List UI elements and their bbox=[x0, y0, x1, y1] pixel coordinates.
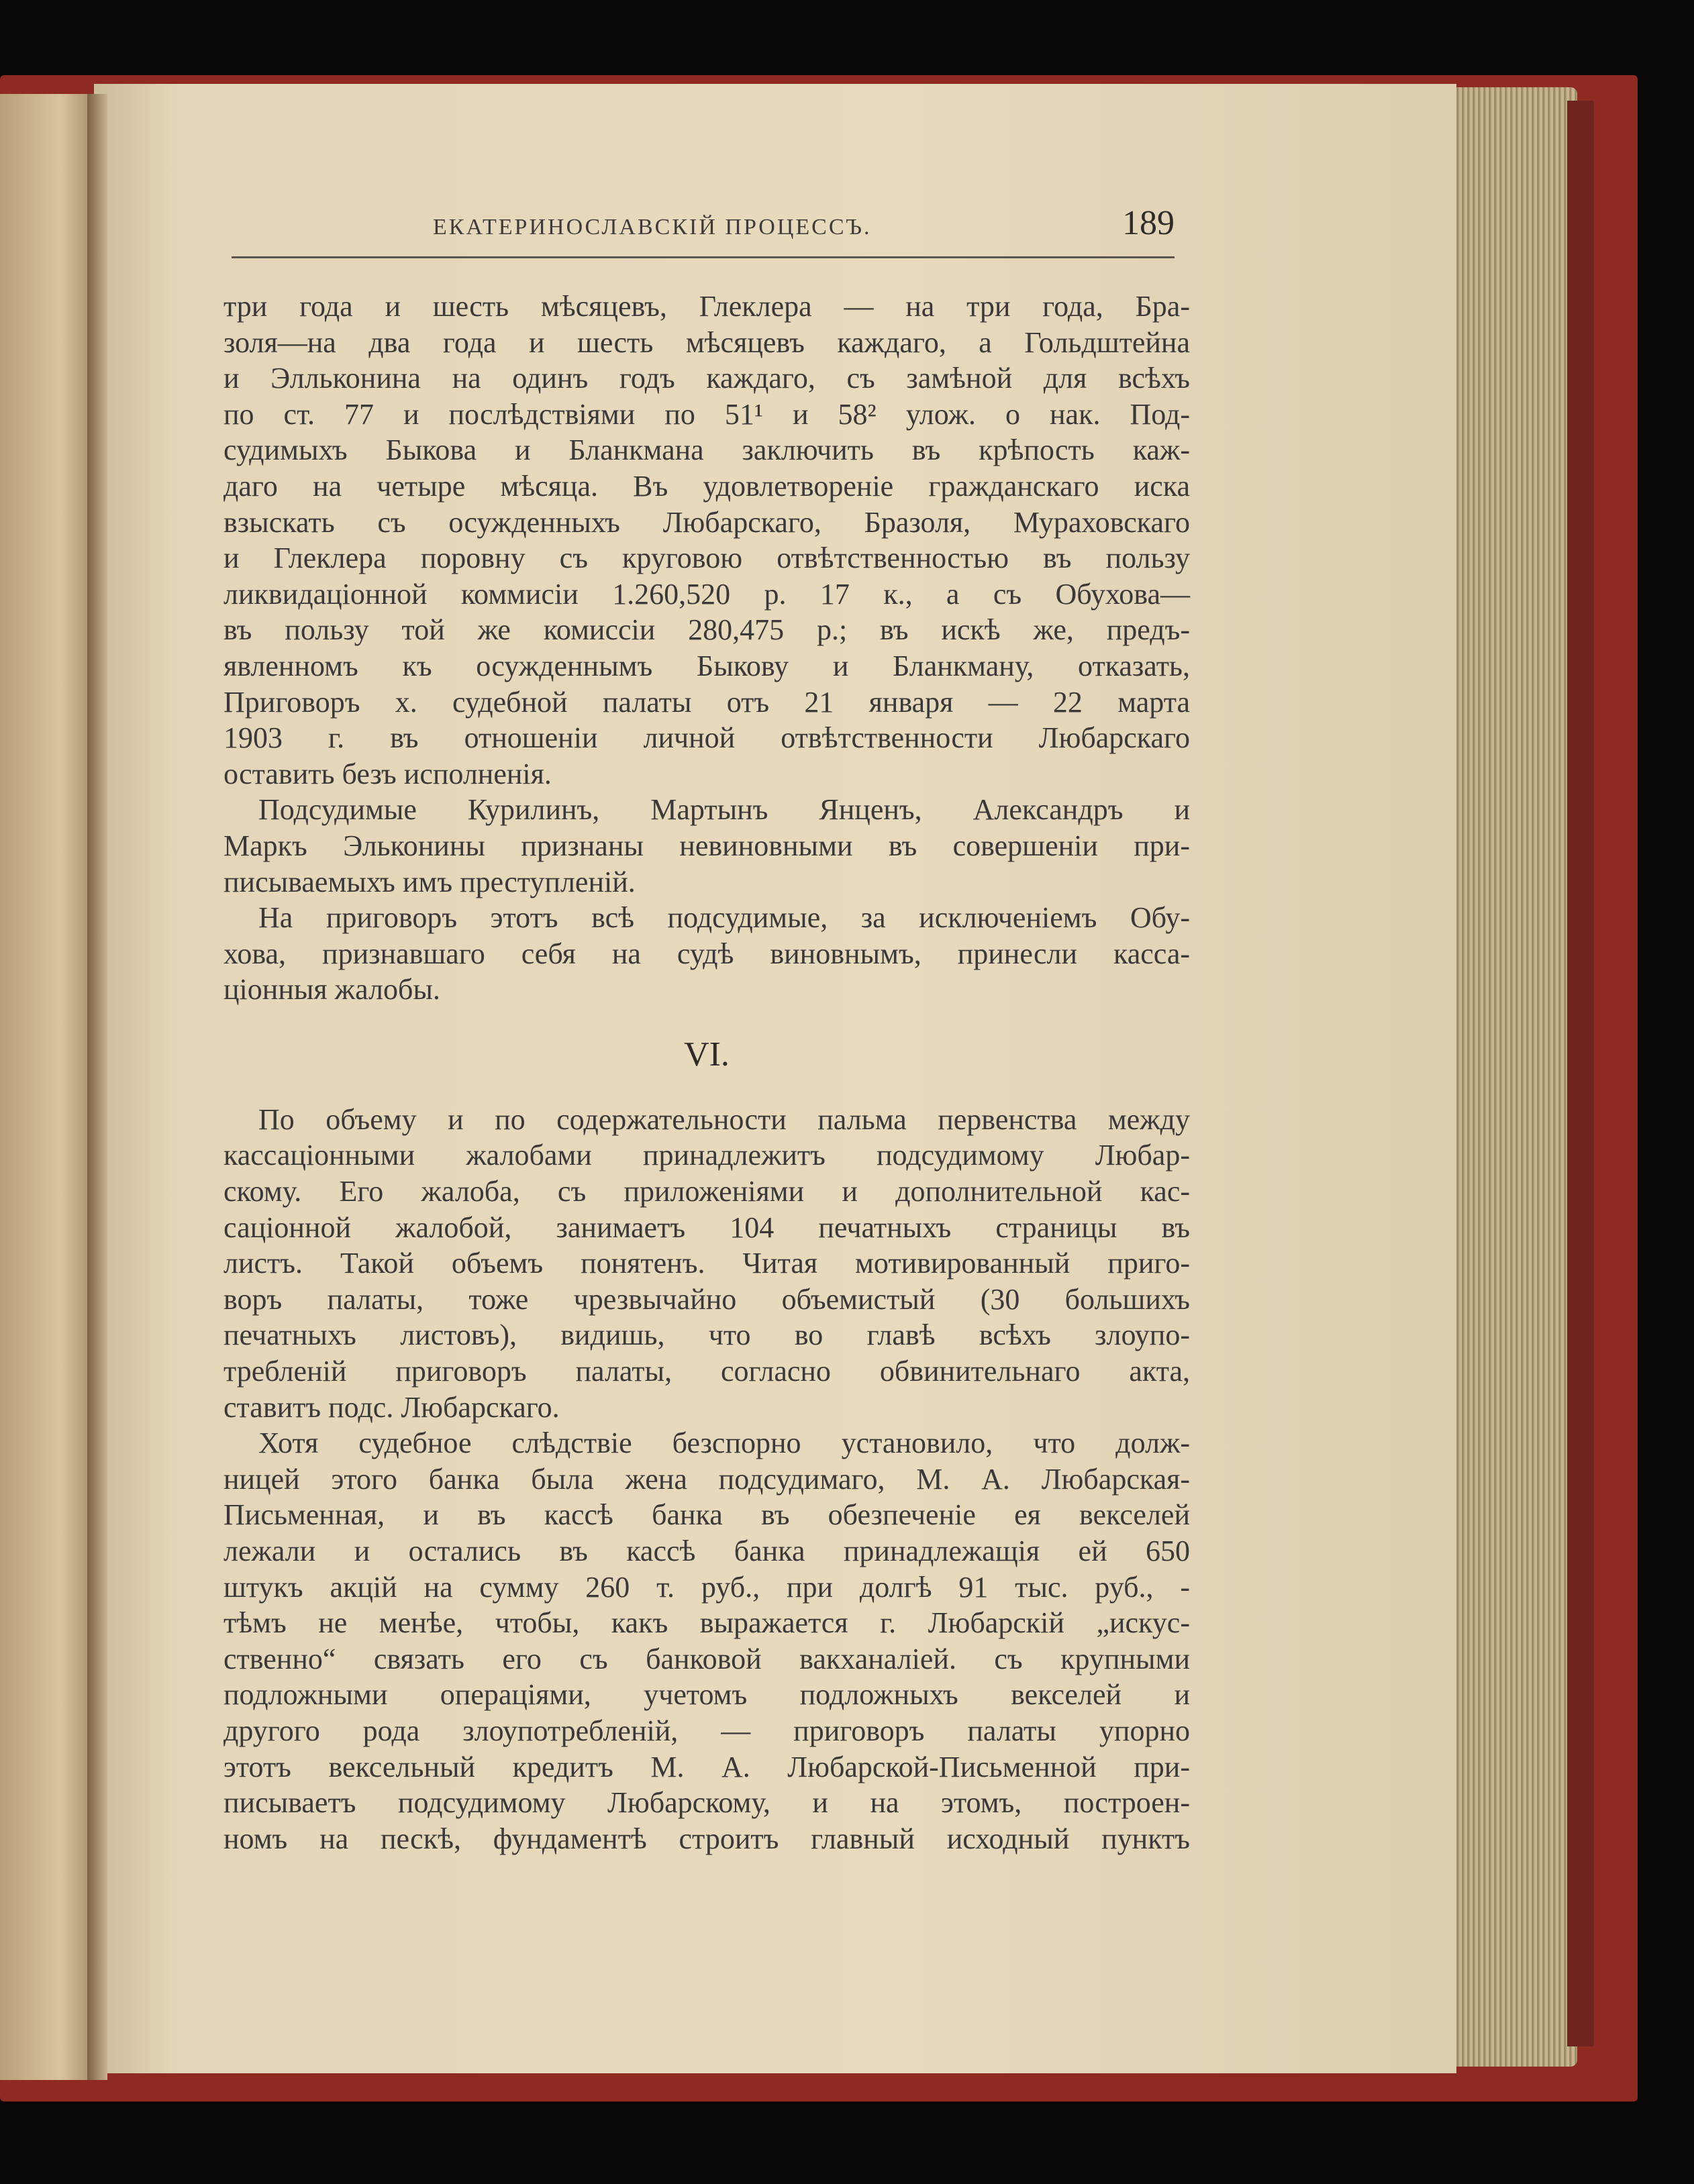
text-line: Приговоръ х. судебной палаты отъ 21 января — 22 марта bbox=[223, 685, 1190, 719]
text-line: печатныхъ листовъ), видишь, что во главѣ всѣхъ злоупо- bbox=[223, 1318, 1190, 1352]
text-line: въ пользу той же комиссіи 280,475 р.; въ искѣ же, предъ- bbox=[223, 613, 1190, 647]
text-line: На приговоръ этотъ всѣ подсудимые, за исключеніемъ Обу- bbox=[258, 901, 1190, 935]
text-line: ственно“ связать его съ банковой вакханаліей. съ крупными bbox=[223, 1642, 1190, 1675]
text-line: этотъ вексельный кредитъ М. А. Любарской-Письменной при- bbox=[223, 1750, 1190, 1783]
page-body bbox=[223, 289, 1190, 1857]
page-stack-edge bbox=[1443, 87, 1577, 2067]
text-line: подложными операціями, учетомъ подложныхъ векселей и bbox=[223, 1678, 1190, 1712]
text-line: тѣмъ не менѣе, чтобы, какъ выражается г. Любарскій „искус- bbox=[223, 1606, 1190, 1640]
text-line: По объему и по содержательности пальма первенства между bbox=[258, 1102, 1190, 1136]
text-line: взыскать съ осужденныхъ Любарскаго, Бразоля, Мураховскаго bbox=[223, 505, 1190, 539]
running-title: ЕКАТЕРИНОСЛАВСКІЙ ПРОЦЕССЪ. bbox=[433, 215, 872, 240]
text-line: Письменная, и въ кассѣ банка въ обезпеченіе ея векселей bbox=[223, 1498, 1190, 1532]
facing-page-edge bbox=[0, 94, 101, 2080]
text-line: и Глеклера поровну съ круговою отвѣтственностью въ пользу bbox=[223, 541, 1190, 575]
page-number: 189 bbox=[1122, 204, 1175, 242]
text-line: золя—на два года и шесть мѣсяцевъ каждаго, а Гольдштейна bbox=[223, 325, 1190, 359]
text-line: судимыхъ Быкова и Бланкмана заключить въ крѣпость каж- bbox=[223, 433, 1190, 467]
header-rule bbox=[232, 256, 1175, 258]
text-line: ликвидаціонной коммисіи 1.260,520 р. 17 к., а съ Обухова— bbox=[223, 577, 1190, 611]
text-line: листъ. Такой объемъ понятенъ. Читая мотивированный приго- bbox=[223, 1247, 1190, 1280]
page-header bbox=[232, 200, 1175, 260]
text-line: Хотя судебное слѣдствіе безспорно установило, что долж- bbox=[258, 1426, 1190, 1460]
text-line: ницей этого банка была жена подсудимаго, М. А. Любарская- bbox=[223, 1462, 1190, 1496]
text-line: и Элльконина на одинъ годъ каждаго, съ замѣной для всѣхъ bbox=[223, 362, 1190, 395]
text-line: писываетъ подсудимому Любарскому, и на этомъ, построен- bbox=[223, 1786, 1190, 1820]
text-line: номъ на пескѣ, фундаментѣ строитъ главный исходный пунктъ bbox=[223, 1822, 1190, 1855]
text-line: штукъ акцій на сумму 260 т. руб., при долгѣ 91 тыс. руб., - bbox=[223, 1570, 1190, 1604]
text-line: Маркъ Эльконины признаны невиновными въ совершеніи при- bbox=[223, 829, 1190, 862]
text-line: требленій приговоръ палаты, согласно обвинительнаго акта, bbox=[223, 1355, 1190, 1388]
text-line: оставить безъ исполненія. bbox=[223, 757, 552, 790]
text-line: ціонныя жалобы. bbox=[223, 973, 440, 1006]
text-line: другого рода злоупотребленій, — приговоръ палаты упорно bbox=[223, 1714, 1190, 1747]
text-line: 1903 г. въ отношеніи личной отвѣтственности Любарскаго bbox=[223, 721, 1190, 755]
text-line: три года и шесть мѣсяцевъ, Глеклера — на три года, Бра- bbox=[223, 290, 1190, 323]
text-line: писываемыхъ имъ преступленій. bbox=[223, 865, 636, 898]
text-line: по ст. 77 и послѣдствіями по 51¹ и 58² улож. о нак. Под- bbox=[223, 397, 1190, 431]
text-line: скому. Его жалоба, съ приложеніями и дополнительной кас- bbox=[223, 1175, 1190, 1208]
text-line: даго на четыре мѣсяца. Въ удовлетвореніе гражданскаго иска bbox=[223, 469, 1190, 503]
text-line: явленномъ къ осужденнымъ Быкову и Бланкману, отказать, bbox=[223, 649, 1190, 682]
text-line: Подсудимые Курилинъ, Мартынъ Янценъ, Александръ и bbox=[258, 793, 1190, 827]
cover-edge-right bbox=[1567, 101, 1594, 2046]
text-line: лежали и остались въ кассѣ банка принадлежащія ей 650 bbox=[223, 1535, 1190, 1567]
book-gutter bbox=[87, 94, 107, 2080]
text-line: саціонной жалобой, занимаетъ 104 печатныхъ страницы въ bbox=[223, 1210, 1190, 1244]
text-line: хова, признавшаго себя на судѣ виновнымъ, принесли касса- bbox=[223, 937, 1190, 970]
section-heading: VI. bbox=[684, 1035, 730, 1074]
text-line: ставитъ подс. Любарскаго. bbox=[223, 1390, 560, 1424]
text-line: воръ палаты, тоже чрезвычайно объемистый (30 большихъ bbox=[223, 1282, 1190, 1316]
text-line: кассаціонными жалобами принадлежитъ подсудимому Любар- bbox=[223, 1139, 1190, 1172]
